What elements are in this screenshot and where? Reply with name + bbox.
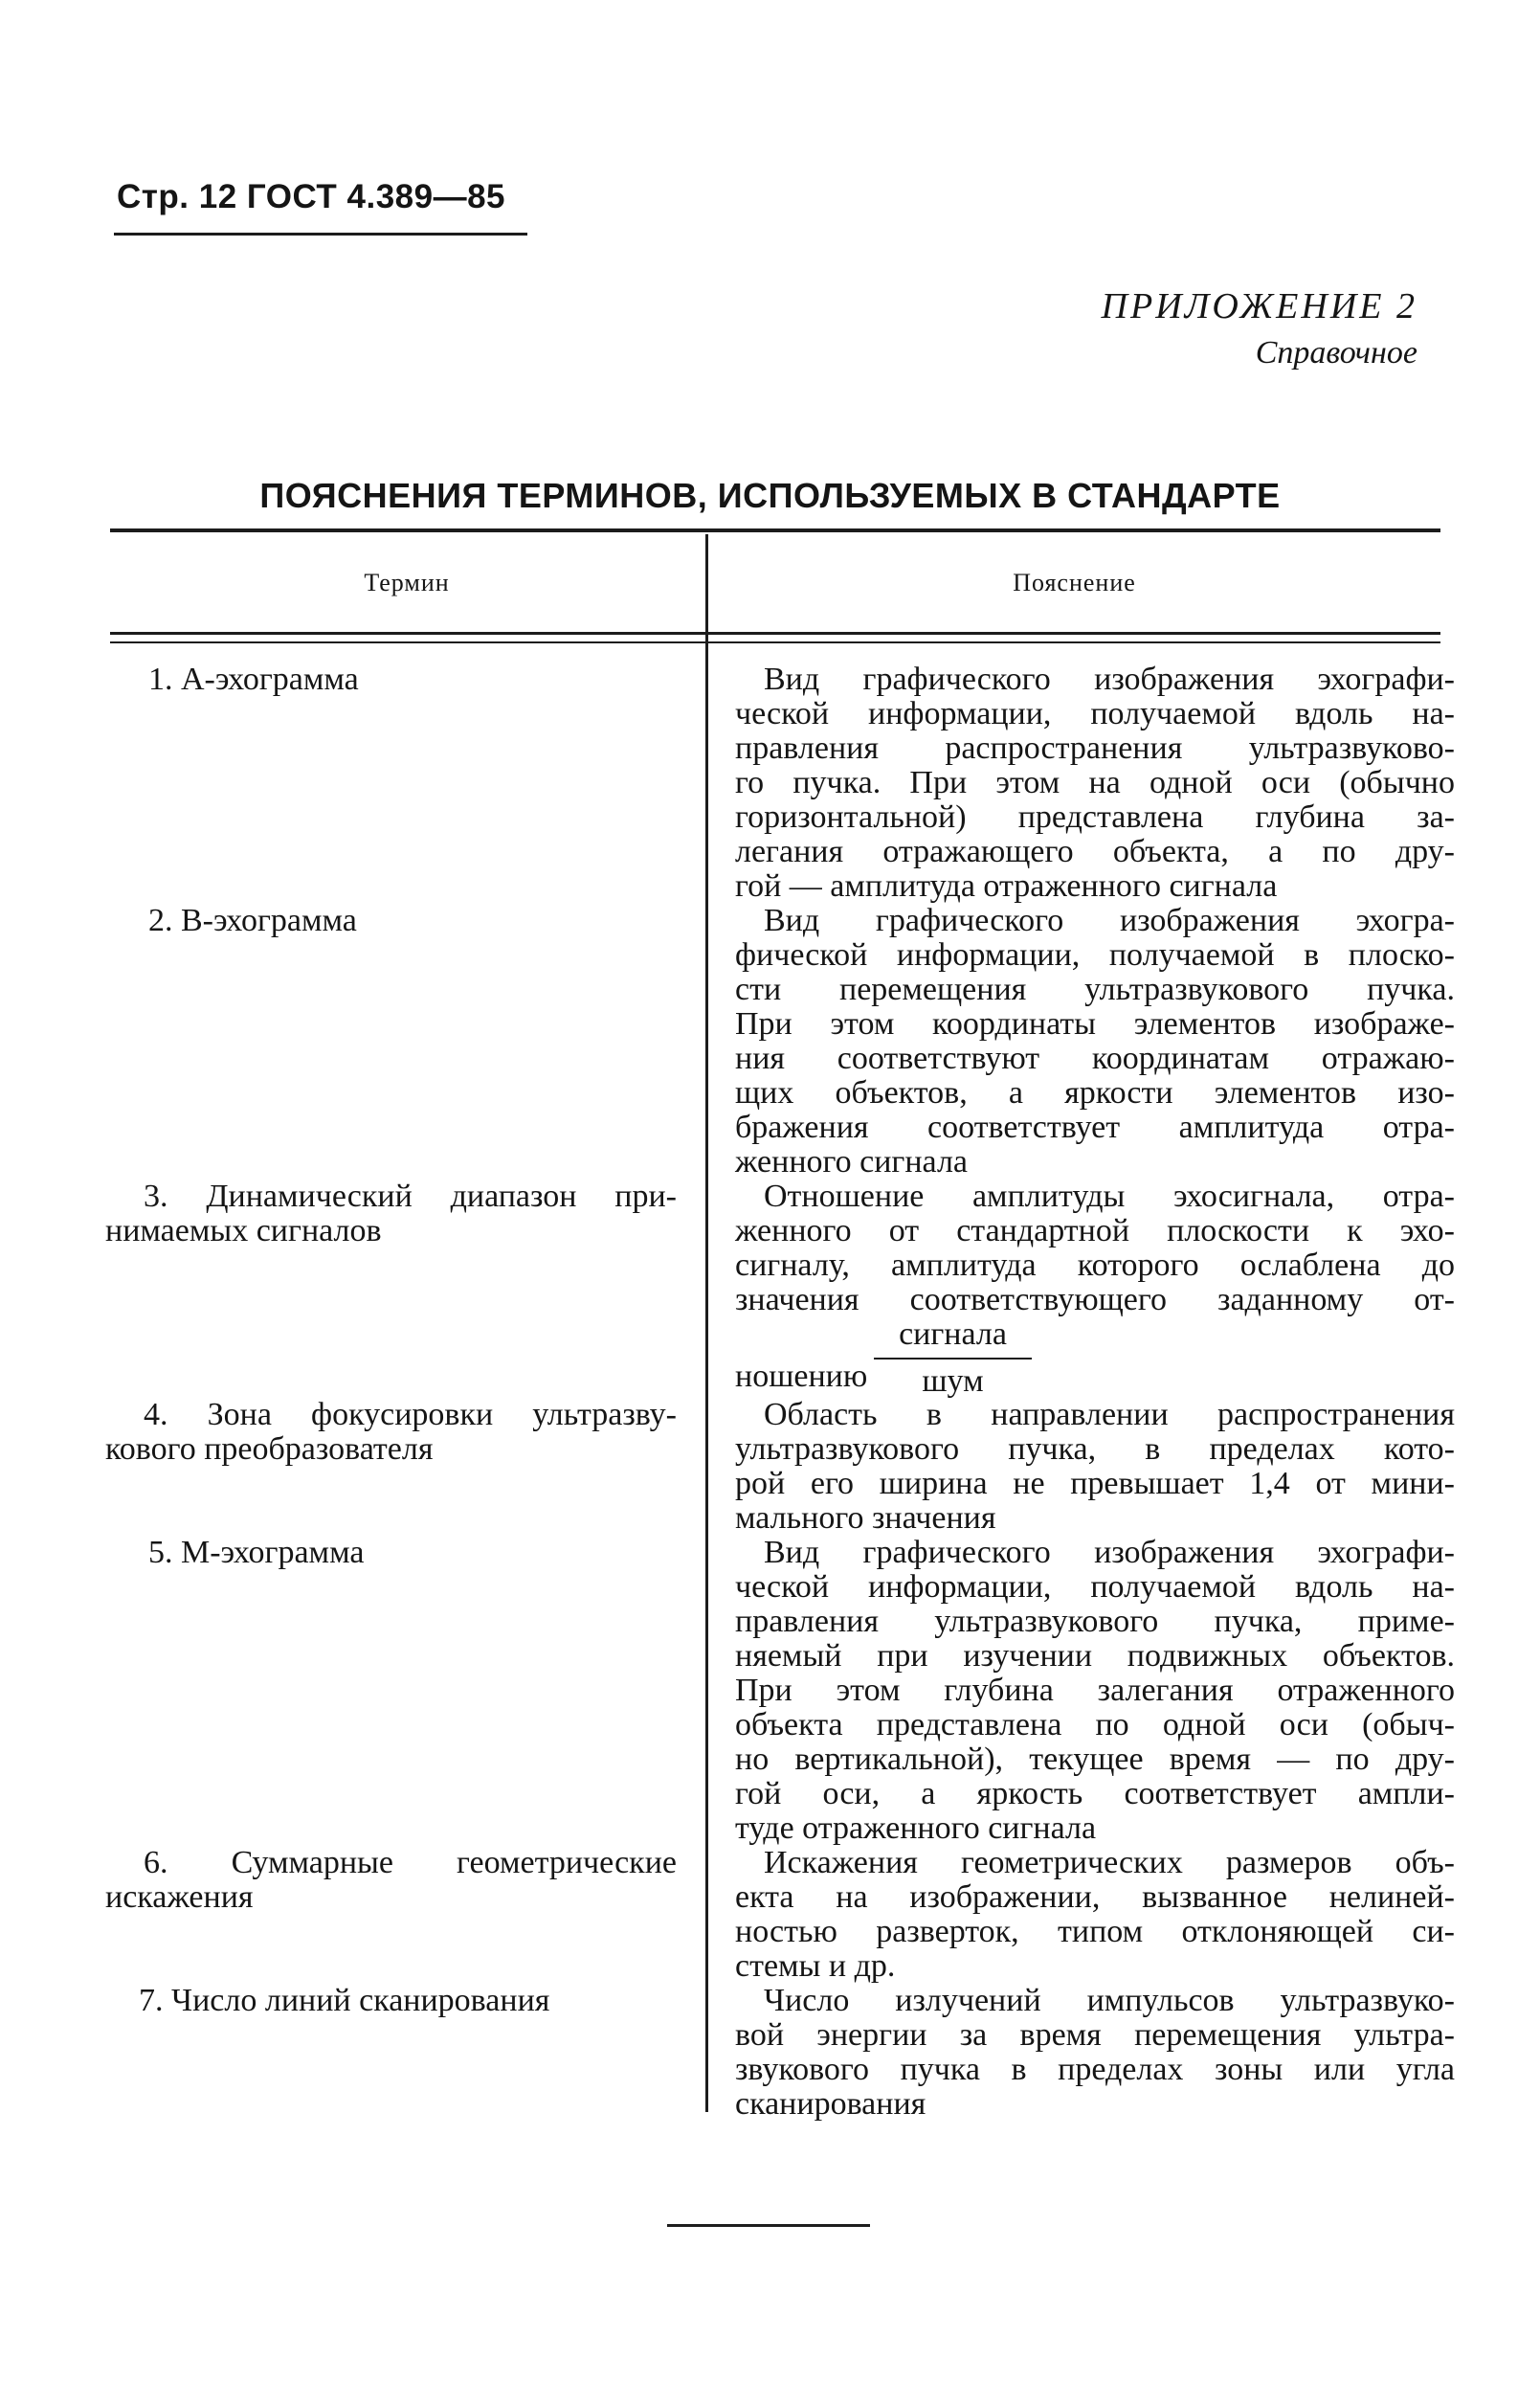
explanation-cell [735,1398,1455,1536]
explanation-line: При этом координаты элементов изображе- [735,1006,1455,1042]
explanation-line: звукового пучка в пределах зоны или угла [735,2052,1455,2087]
explanation-line: женного от стандартной плоскости к эхо- [735,1213,1455,1248]
explanation-line: Отношение амплитуды эхосигнала, отра- [764,1179,1455,1214]
term-line: кового преобразователя [105,1431,434,1467]
fraction-bar [874,1358,1032,1360]
explanation-line: легания отражающего объекта, а по дру- [735,834,1455,869]
explanation-line: ния соответствуют координатам отражаю- [735,1041,1455,1076]
fraction [874,1317,1032,1399]
explanation-line: го пучка. При этом на одной оси (обычно [735,765,1455,800]
explanation-line: значения соответствующего заданному от- [735,1282,1455,1317]
appendix-kind: Справочное [1255,335,1417,371]
appendix-number: ПРИЛОЖЕНИЕ 2 [1101,286,1417,326]
explanation-line: мального значения [735,1500,996,1536]
explanation-line: горизонтальной) представлена глубина за- [735,799,1455,835]
column-header-term: Термин [364,569,450,596]
explanation-line: ческой информации, получаемой вдоль на- [735,696,1455,731]
explanation-line: фической информации, получаемой в плоско- [735,937,1455,973]
explanation-line: ностью разверток, типом отклоняющей си- [735,1914,1455,1949]
header-rule [114,233,527,236]
explanation-line: Область в направлении распространения [764,1397,1455,1432]
explanation-line: Искажения геометрических размеров объ- [764,1845,1455,1880]
explanation-line: объекта представлена по одной оси (обыч- [735,1707,1455,1742]
explanation-line: При этом глубина залегания отраженного [735,1673,1455,1708]
explanation-line: стемы и др. [735,1948,896,1984]
explanation-line: вой энергии за время перемещения ультра- [735,2017,1455,2053]
explanation-line: Вид графического изображения эхографи- [764,1535,1455,1570]
term-line: 4. Зона фокусировки ультразву- [144,1397,677,1432]
term-line: искажения [105,1879,254,1915]
explanation-line: сигналу, амплитуда которого ослаблена до [735,1247,1455,1283]
explanation-line: туде отраженного сигнала [735,1810,1097,1846]
table-top-rule [110,528,1440,532]
explanation-line: щих объектов, а яркости элементов изо- [735,1075,1455,1111]
explanation-cell [735,1536,1455,1846]
explanation-line: рой его ширина не превышает 1,4 от мини- [735,1466,1455,1501]
page-header: Стр. 12 ГОСТ 4.389—85 [117,178,506,215]
term-cell [105,1398,677,1467]
explanation-cell [735,1180,1455,1407]
explanation-cell [735,904,1455,1180]
table-header-rule-double [110,641,1440,643]
appendix-label [843,285,1417,371]
explanation-line: няемый при изучении подвижных объектов. [735,1638,1455,1674]
term-cell [105,1180,677,1248]
term-cell: 5. М-эхограмма [148,1535,365,1570]
term-cell: 1. А-эхограмма [148,662,359,697]
explanation-cell [735,663,1455,904]
explanation-line: но вертикальной), текущее время — по дру- [735,1742,1455,1777]
explanation-line: правления распространения ультразвуково- [735,730,1455,766]
fraction-denominator: шум [922,1363,984,1399]
explanation-line: сканирования [735,2086,926,2122]
explanation-line: женного сигнала [735,1144,968,1180]
explanation-line: Вид графического изображения эхографи- [764,662,1455,697]
explanation-line: ультразвукового пучка, в пределах кото- [735,1431,1455,1467]
term-line: нимаемых сигналов [105,1213,382,1248]
explanation-line: Вид графического изображения эхогра- [764,903,1455,938]
explanation-line: гой оси, а яркость соответствует ампли- [735,1776,1455,1811]
column-header-explanation: Пояснение [1013,569,1136,596]
ratio-prefix: ношению [735,1359,868,1394]
explanation-line: ческой информации, получаемой вдоль на- [735,1569,1455,1605]
explanation-line: правления ультразвукового пучка, приме- [735,1604,1455,1639]
fraction-numerator: сигнала [899,1316,1007,1352]
term-cell: 2. В-эхограмма [148,903,357,938]
explanation-line: сти перемещения ультразвукового пучка. [735,972,1455,1007]
explanation-line: гой — амплитуда отраженного сигнала [735,868,1278,904]
explanation-line: Число излучений импульсов ультразвуко- [764,1983,1455,2018]
table-title: ПОЯСНЕНИЯ ТЕРМИНОВ, ИСПОЛЬЗУЕМЫХ В СТАНДАРТЕ [259,476,1281,515]
explanation-cell [735,1846,1455,1984]
term-cell: 7. Число линий сканирования [139,1983,550,2018]
column-divider [705,534,708,2112]
footer-rule [667,2224,870,2227]
explanation-line: бражения соответствует амплитуда отра- [735,1110,1455,1145]
table-header-rule [110,632,1440,635]
explanation-line: екта на изображении, вызванное нелиней- [735,1879,1455,1915]
term-line: 3. Динамический диапазон при- [144,1179,677,1214]
term-cell [105,1846,677,1915]
ratio-formula [735,1317,1455,1407]
explanation-cell [735,1984,1455,2122]
term-line: 6. Суммарные геометрические [144,1845,677,1880]
